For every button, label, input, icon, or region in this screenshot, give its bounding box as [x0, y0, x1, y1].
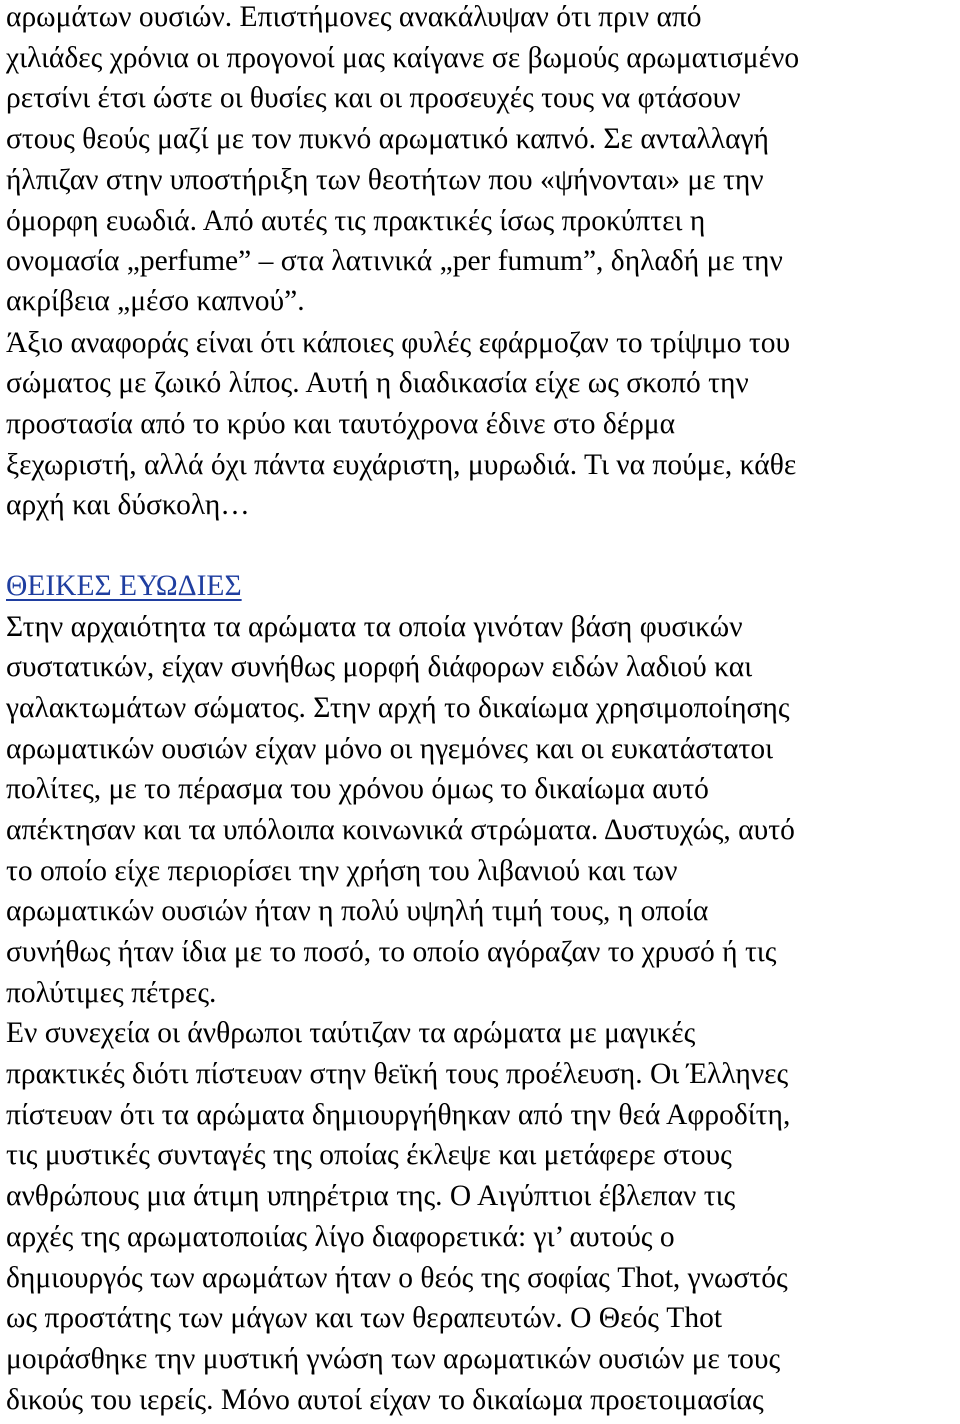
text-line: ρετσίνι έτσι ώστε οι θυσίες και οι προσευχές τους να φτάσουν [6, 82, 741, 114]
text-line: πολίτες, με το πέρασμα του χρόνου όμως το δικαίωμα αυτό [6, 773, 709, 805]
text-line: γαλακτωμάτων σώματος. Στην αρχή το δικαίωμα χρησιμοποίησης [6, 692, 790, 724]
text-line: χιλιάδες χρόνια οι προγονοί μας καίγανε σε βωμούς αρωματισμένο [6, 42, 800, 74]
text-line: δικούς του ιερείς. Μόνο αυτοί είχαν το δικαίωμα προετοιμασίας [6, 1384, 764, 1416]
text-line: συνήθως ήταν ίδια με το ποσό, το οποίο αγόραζαν το χρυσό ή τις [6, 936, 777, 968]
text-line: μοιράσθηκε την μυστική γνώση των αρωματικών ουσιών με τους [6, 1343, 781, 1375]
text-line: τις μυστικές συνταγές της οποίας έκλεψε και μετάφερε στους [6, 1139, 732, 1171]
text-line: πολύτιμες πέτρες. [6, 977, 217, 1009]
text-line: ονομασία „perfume” – στα λατινικά „per fumum”, δηλαδή με την [6, 245, 783, 277]
text-line: Άξιο αναφοράς είναι ότι κάποιες φυλές εφάρμοζαν το τρίψιμο του [6, 327, 791, 359]
text-line: ανθρώπους μια άτιμη υπηρέτρια της. Ο Αιγύπτιοι έβλεπαν τις [6, 1180, 736, 1212]
text-line: απέκτησαν και τα υπόλοιπα κοινωνικά στρώματα. Δυστυχώς, αυτό [6, 814, 795, 846]
text-line: ως προστάτης των μάγων και των θεραπευτών. Ο Θεός Thot [6, 1302, 723, 1334]
text-line: Εν συνεχεία οι άνθρωποι ταύτιζαν τα αρώματα με μαγικές [6, 1017, 696, 1049]
text-line: Στην αρχαιότητα τα αρώματα τα οποία γινόταν βάση φυσικών [6, 611, 743, 643]
text-line: στους θεούς μαζί με τον πυκνό αρωματικό καπνό. Σε ανταλλαγή [6, 123, 769, 155]
text-line: σώματος με ζωικό λίπος. Αυτή η διαδικασία είχε ως σκοπό την [6, 367, 749, 399]
text-line: αρωματικών ουσιών ήταν η πολύ υψηλή τιμή τους, η οποία [6, 895, 709, 927]
text-line: συστατικών, είχαν συνήθως μορφή διάφορων ειδών λαδιού και [6, 651, 753, 683]
text-line: πρακτικές διότι πίστευαν στην θεϊκή τους προέλευση. Οι Έλληνες [6, 1058, 789, 1090]
section-heading: ΘΕΙΚΕΣ ΕΥΩΔΙΕΣ [6, 570, 242, 602]
text-line: ήλπιζαν στην υποστήριξη των θεοτήτων που «ψήνονται» με την [6, 164, 764, 196]
text-line: δημιουργός των αρωμάτων ήταν ο θεός της σοφίας Thot, γνωστός [6, 1262, 788, 1294]
text-line: αρωματικών ουσιών είχαν μόνο οι ηγεμόνες και οι ευκατάστατοι [6, 733, 773, 765]
text-line: αρωμάτων ουσιών. Επιστήμονες ανακάλυψαν ότι πριν από [6, 1, 702, 33]
text-line: ξεχωριστή, αλλά όχι πάντα ευχάριστη, μυρωδιά. Τι να πούμε, κάθε [6, 449, 797, 481]
text-line: πίστευαν ότι τα αρώματα δημιουργήθηκαν από την θεά Αφροδίτη, [6, 1099, 791, 1131]
text-line: αρχές της αρωματοποιίας λίγο διαφορετικά: γι’ αυτούς ο [6, 1221, 675, 1253]
text-line: προστασία από το κρύο και ταυτόχρονα έδινε στο δέρμα [6, 408, 676, 440]
text-line: το οποίο είχε περιορίσει την χρήση του λιβανιού και των [6, 855, 678, 887]
text-line: όμορφη ευωδιά. Από αυτές τις πρακτικές ίσως προκύπτει η [6, 205, 706, 237]
text-line: αρχή και δύσκολη… [6, 489, 250, 521]
text-line: ακρίβεια „μέσο καπνού”. [6, 285, 305, 317]
